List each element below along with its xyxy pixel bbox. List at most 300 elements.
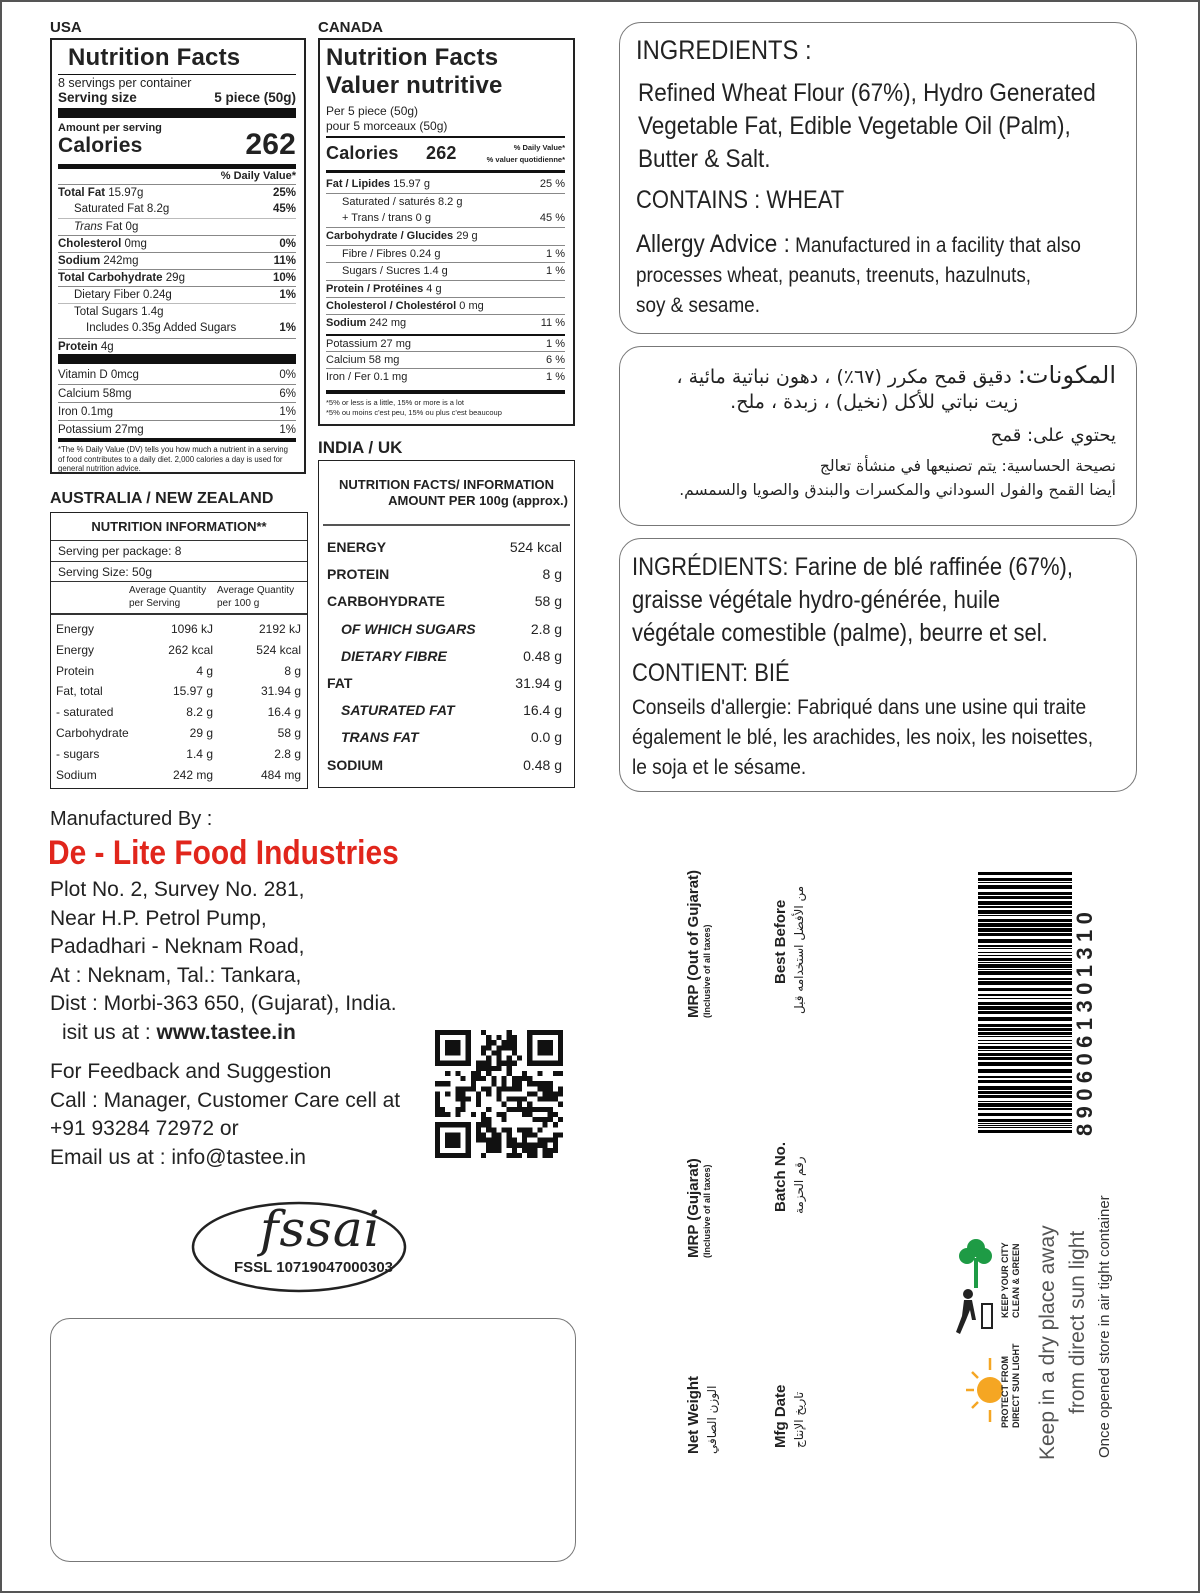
canada-row [326, 245, 565, 262]
ingredients-ar-box [619, 346, 1137, 526]
usa-row-dv: 10% [272, 272, 296, 284]
usa-row-name: Total Fat [58, 187, 106, 199]
usa-row-label [58, 270, 185, 286]
usa-row-dv: 1% [279, 289, 296, 301]
australia-row [51, 723, 307, 743]
india-row-label: CARBOHYDRATE [327, 593, 445, 610]
ingredients-en-allergy [636, 229, 1081, 321]
ingredients-ar-line-2: زيت نباتي للأكل (نخيل) ، زبدة ، ملح. [730, 391, 1018, 413]
barcode-bar [978, 1002, 1072, 1005]
usa-row-name: Sodium [58, 255, 101, 267]
barcode-bar [978, 978, 1072, 980]
australia-row-label: Energy [56, 642, 95, 657]
usa-footnote: *The % Daily Value (DV) tells you how much a nutrient in a serving of food contributes to a daily diet. 2,000 calories a day is used for general nutrition advice. [58, 445, 288, 473]
australia-row-per100: 2192 kJ [258, 622, 301, 636]
usa-vitamin-label: Iron 0.1mg [58, 406, 113, 418]
usa-row-dv: 1% [279, 322, 296, 334]
canada-row-name: + Trans / trans 0 g [342, 212, 431, 224]
barcode-bar [978, 969, 1072, 970]
canada-row [326, 227, 565, 244]
canada-row-label [326, 194, 462, 210]
net-weight-label: Net Weight [685, 1375, 702, 1454]
india-row [327, 539, 562, 555]
barcode-bar [978, 915, 1072, 916]
canada-row-label [326, 263, 448, 279]
usa-row-name: Includes 0.35g Added Sugars [86, 322, 237, 334]
canada-row [326, 368, 565, 385]
barcode-bar [978, 948, 1072, 949]
india-title-2: AMOUNT PER 100g (approx.) [388, 493, 568, 508]
mrp-gujarat-sub: (Inclusive of all taxes) [702, 1164, 712, 1258]
canada-row [326, 280, 565, 297]
ingredients-ar-line-1-text: دقيق قمح مكرر (٦٧٪) ، دهون نباتية مائية ، [676, 366, 1012, 388]
feedback-block [50, 1058, 400, 1172]
storage-line-2: from direct sun light [1066, 1230, 1089, 1414]
mrp-gujarat-label: MRP (Gujarat) [685, 1158, 702, 1258]
canada-row-dv: 1 % [546, 371, 565, 383]
australia-row-serving: 29 g [189, 726, 213, 740]
usa-row-amount: 4g [100, 341, 114, 353]
ingredients-en-line-3: Butter & Salt. [638, 145, 771, 173]
ingredients-fr-box [619, 538, 1137, 792]
visit-label: isit us at : [62, 1020, 151, 1044]
barcode-bar [978, 994, 1072, 996]
barcode-bar [978, 1011, 1072, 1014]
usa-row-name: Protein [58, 341, 98, 353]
ingredients-fr-contains: CONTIENT: BIÉ [632, 659, 790, 687]
canada-row-dv: 1 % [546, 248, 565, 260]
barcode-bar [978, 901, 1072, 905]
usa-row-label [58, 201, 169, 218]
ingredients-fr-line-3: végétale comestible (palme), beurre et sel. [632, 619, 1048, 647]
feedback-line-2: Call : Manager, Customer Care cell at [50, 1088, 401, 1112]
canada-row-amount: 29 g [456, 230, 478, 242]
canada-row-dv: 1 % [546, 265, 565, 277]
usa-vitamin-label: Potassium 27mg [58, 424, 144, 436]
usa-row-label [58, 253, 139, 269]
allergy-advice-label: Allergy Advice : [636, 230, 790, 258]
barcode-bar [978, 1130, 1072, 1133]
canada-per-en: Per 5 piece (50g) [326, 104, 419, 118]
barcode-bar [978, 971, 1072, 975]
canada-row-label [326, 315, 406, 331]
usa-nutrition-facts [50, 38, 306, 474]
usa-vitamin-row [58, 366, 296, 384]
canada-row-dv: 11 % [540, 317, 565, 329]
canada-calories-value: 262 [426, 143, 457, 163]
usa-vitamin-row [58, 402, 296, 420]
usa-row [58, 303, 296, 320]
usa-row [58, 184, 296, 201]
india-row-value: 0.0 g [530, 729, 562, 746]
canada-region-label: CANADA [318, 19, 383, 36]
india-row-value: 31.94 g [515, 675, 562, 691]
address-line-2: Near H.P. Petrol Pump, [50, 906, 267, 930]
barcode-bar [978, 1043, 1072, 1044]
australia-row-label: Carbohydrate [56, 726, 129, 740]
usa-row-amount: 0mg [124, 238, 147, 250]
canada-row-name: Potassium 27 mg [326, 338, 411, 350]
barcode-bar [978, 928, 1072, 932]
address-line-3: Padadhari - Neknam Road, [50, 935, 305, 958]
usa-row [58, 201, 296, 218]
canada-title-en: Nutrition Facts [326, 44, 499, 71]
canada-row-label [326, 176, 430, 193]
mrp-out-of-gujarat [685, 870, 712, 1018]
canada-row-label [326, 336, 411, 351]
mfg-date [772, 1385, 789, 1448]
canada-row-name: Saturated / saturés 8.2 g [342, 196, 463, 208]
barcode-bar [978, 1040, 1072, 1041]
india-title-1: NUTRITION FACTS/ INFORMATION [339, 477, 554, 492]
canada-row-name: Fat / Lipides [326, 178, 391, 190]
canada-dv-fr: % valuer quotidienne* [486, 155, 565, 164]
ingredients-ar-allergy-2: أيضا القمح والفول السوداني والمكسرات والبندق والصويا والسمسم. [679, 481, 1116, 499]
canada-foot-fr: *5% ou moins c'est peu, 15% ou plus c'est beaucoup [326, 408, 502, 417]
usa-serving-size-label: Serving size [58, 90, 137, 105]
australia-row-serving: 4 g [196, 663, 213, 678]
canada-row-dv: 1 % [546, 338, 565, 350]
usa-vitamin-dv: 0% [279, 369, 296, 381]
manufacturer-address [50, 876, 397, 1047]
usa-row-label [58, 304, 164, 320]
india-row-value: 0.48 g [523, 756, 562, 773]
ingredients-ar-contains: يحتوي على: قمح [990, 425, 1116, 446]
australia-row [51, 702, 307, 722]
australia-nutrition-info [50, 512, 308, 789]
website-link[interactable]: www.tastee.in [156, 1020, 296, 1044]
barcode-bar [978, 1050, 1072, 1051]
ingredients-fr-allergy-1: Conseils d'allergie: Fabriqué dans une usine qui traite [632, 696, 1087, 719]
usa-calories-value: 262 [245, 128, 296, 161]
usa-row-amount: Fat 0g [105, 221, 139, 233]
australia-row [51, 765, 307, 785]
usa-title: Nutrition Facts [68, 44, 241, 71]
india-row-label: TRANS FAT [341, 729, 419, 746]
usa-row-dv: 11% [273, 255, 296, 267]
address-line-1: Plot No. 2, Survey No. 281, [50, 878, 305, 901]
barcode-bar [978, 885, 1072, 889]
ingredients-ar-label: المكونات: [1017, 361, 1116, 389]
canada-row-name: Iron / Fer 0.1 mg [326, 371, 408, 383]
australia-row-per100: 58 g [277, 726, 301, 740]
ingredients-ar-allergy-1: نصيحة الحساسية: يتم تصنيعها في منشأة تعالج [819, 457, 1116, 475]
india-row-value: 2.8 g [530, 620, 562, 637]
canada-row [326, 297, 565, 314]
india-row-value: 0.48 g [523, 647, 562, 664]
keep-city-line-1: KEEP YOUR CITY [1000, 1242, 1010, 1318]
ingredients-fr-heading: INGRÉDIENTS: [632, 553, 789, 581]
india-row-value: 8 g [542, 566, 562, 583]
ingredients-fr-text [632, 551, 1073, 650]
australia-row-label: Protein [56, 663, 95, 678]
keep-city-text [1000, 1242, 1022, 1318]
allergy-advice-line-2: processes wheat, peanuts, treenuts, hazulnuts, [636, 264, 1032, 287]
australia-region-label: AUSTRALIA / NEW ZEALAND [50, 490, 274, 507]
india-row-value: 524 kcal [509, 539, 562, 555]
barcode-bar [978, 964, 1072, 968]
india-region-label: INDIA / UK [318, 438, 403, 457]
australia-row-per100: 16.4 g [267, 705, 301, 720]
canada-row-name: Cholesterol / Cholestérol [326, 300, 457, 312]
barcode-bar [978, 878, 1072, 881]
batch-no-ar: رقم الحزمة [792, 1156, 806, 1214]
usa-dv-header: % Daily Value* [220, 170, 296, 182]
usa-row [58, 320, 296, 337]
feedback-phone: +91 93284 72972 or [50, 1117, 239, 1140]
allergy-advice-line-3: soy & sesame. [636, 294, 760, 317]
india-row [327, 675, 562, 691]
usa-row-label [58, 236, 147, 252]
barcode-bar [978, 1095, 1072, 1098]
barcode-bar [978, 1103, 1072, 1107]
best-before [772, 900, 789, 984]
india-row [327, 566, 562, 582]
ingredients-en-box [619, 22, 1137, 334]
india-row [327, 621, 562, 637]
canada-row-dv: 6 % [546, 354, 565, 366]
india-row-label: DIETARY FIBRE [341, 647, 447, 664]
ingredients-en-contains: CONTAINS : WHEAT [636, 186, 845, 214]
mfg-date-ar: تاريخ الإنتاج [792, 1391, 806, 1448]
canada-row-label [326, 228, 478, 244]
ingredients-fr-allergy [632, 693, 1093, 783]
fssai-logo-text: fssai [260, 1200, 381, 1258]
india-row-label: FAT [327, 675, 353, 691]
protect-sunlight-text [1000, 1344, 1022, 1429]
address-line-4: At : Neknam, Tal.: Tankara, [50, 963, 302, 987]
barcode-bar [978, 872, 1072, 875]
canada-calories-label: Calories [326, 143, 399, 163]
barcode-bar [978, 933, 1072, 936]
barcode-bar [978, 1113, 1072, 1116]
barcode-bar [978, 981, 1072, 985]
india-row-label: SATURATED FAT [341, 702, 455, 719]
best-before-ar: من الأفضل استخدامه قبل [792, 885, 806, 1014]
canada-row [326, 176, 565, 193]
india-row-label: SODIUM [327, 756, 383, 773]
barcode-bar [978, 882, 1072, 883]
barcode-bar [978, 1017, 1072, 1021]
australia-row-label: Energy [56, 622, 95, 636]
india-row [327, 729, 562, 745]
barcode-bar [978, 945, 1072, 947]
canada-row-label [326, 352, 399, 368]
canada-row-name: Sodium [326, 317, 367, 329]
canada-foot-en: *5% or less is a little, 15% or more is a lot [326, 398, 464, 407]
barcode-bar [978, 962, 1072, 963]
barcode-bar [978, 1108, 1072, 1110]
canada-row [326, 210, 565, 227]
usa-row-name: Dietary Fiber 0.24g [74, 289, 172, 301]
usa-row-name: Total Carbohydrate [58, 272, 163, 284]
india-row-value: 58 g [534, 593, 562, 610]
australia-row [51, 681, 307, 701]
mrp-gujarat [685, 1158, 712, 1258]
batch-no-label: Batch No. [772, 1141, 789, 1212]
australia-row-serving: 1.4 g [186, 746, 213, 761]
protect-line-2: DIRECT SUN LIGHT [1011, 1343, 1021, 1428]
india-row-label: OF WHICH SUGARS [341, 620, 476, 637]
canada-row-label [326, 369, 407, 385]
canada-row [326, 334, 565, 351]
qr-code-icon [435, 1030, 563, 1158]
address-line-5: Dist : Morbi-363 650, (Gujarat), India. [50, 992, 397, 1015]
canada-row-label [326, 298, 484, 314]
barcode-bar [978, 958, 1072, 961]
australia-row-serving: 1096 kJ [170, 622, 213, 636]
canada-row-label [326, 210, 431, 227]
canada-row [326, 193, 565, 210]
india-row [327, 648, 562, 664]
barcode-bar [978, 955, 1072, 956]
storage-line-1: Keep in a dry place away [1036, 1225, 1059, 1460]
barcode-bar [978, 919, 1072, 922]
barcode-bar [978, 906, 1072, 908]
ingredients-en-heading: INGREDIENTS : [636, 35, 812, 65]
usa-calories-label: Calories [58, 134, 143, 157]
usa-row [58, 269, 296, 286]
canada-row-amount: 0 mg [459, 300, 484, 312]
barcode-bar [978, 1101, 1072, 1102]
india-row [327, 593, 562, 609]
india-nutrition-facts [318, 460, 575, 788]
usa-row-dv: 25% [272, 187, 296, 199]
usa-vitamin-dv: 6% [279, 388, 296, 400]
usa-row [58, 218, 296, 235]
usa-row-name: Saturated Fat 8.2g [74, 203, 170, 215]
australia-serving-size: Serving Size: 50g [58, 565, 153, 579]
usa-row-label [58, 185, 143, 201]
australia-row-serving: 8.2 g [186, 705, 213, 720]
barcode-bar [978, 1069, 1072, 1073]
canada-row-name: Carbohydrate / Glucides [326, 230, 454, 242]
protect-line-1: PROTECT FROM [1000, 1356, 1010, 1428]
australia-row [51, 744, 307, 764]
canada-row [326, 351, 565, 368]
barcode-digits: 8906061301310 [1072, 906, 1097, 1136]
barcode-bar [978, 1053, 1072, 1056]
usa-row [58, 338, 296, 355]
barcode-bar [978, 1080, 1072, 1083]
ingredients-fr-line-1: Farine de blé raffinée (67%), [794, 553, 1074, 581]
usa-row-dv: 0% [279, 238, 296, 250]
australia-row [51, 619, 307, 639]
australia-col-100g: Average Quantity per 100 g [217, 585, 295, 609]
barcode-bar [978, 1006, 1072, 1010]
usa-row [58, 235, 296, 252]
usa-row-name: Total Sugars 1.4g [74, 306, 164, 318]
australia-row-serving: 242 mg [172, 767, 213, 782]
canada-row-amount: 15.97 g [393, 178, 430, 190]
barcode-bar [978, 1127, 1072, 1128]
india-row-value: 16.4 g [523, 702, 562, 719]
barcode-bar [978, 1123, 1072, 1124]
fssai-license: FSSL 10719047000303 [234, 1259, 394, 1276]
manufactured-by-label: Manufactured By : [50, 808, 213, 830]
feedback-email: Email us at : info@tastee.in [50, 1145, 306, 1169]
barcode-bar [978, 1125, 1072, 1126]
canada-row-name: Protein / Protéines [326, 283, 424, 295]
usa-row-dv: 45% [272, 203, 296, 215]
usa-servings: 8 servings per container [58, 76, 192, 90]
blank-info-box [50, 1318, 576, 1562]
batch-no [772, 1142, 789, 1212]
ingredients-en-line-1: Refined Wheat Flour (67%), Hydro Generated [638, 79, 1096, 107]
australia-title: NUTRITION INFORMATION** [91, 519, 267, 534]
barcode-bar [978, 1086, 1072, 1090]
australia-col-serving: Average Quantity per Serving [129, 585, 207, 609]
usa-vitamin-row [58, 384, 296, 402]
ingredients-fr-allergy-2: également le blé, les arachides, les noix, les noisettes, [632, 726, 1094, 749]
usa-row-name: Cholesterol [58, 238, 122, 250]
australia-row [51, 661, 307, 681]
net-weight [685, 1376, 702, 1454]
ingredients-ar-line-1 [676, 361, 1116, 389]
canada-row-name: Fibre / Fibres 0.24 g [342, 248, 441, 260]
usa-row [58, 286, 296, 303]
barcode-bar [978, 1046, 1072, 1049]
canada-dv-en: % Daily Value* [513, 143, 565, 152]
usa-row-label [58, 339, 114, 355]
net-weight-ar: الوزن الصافي [705, 1385, 719, 1454]
barcode-bar [978, 1057, 1072, 1060]
usa-vitamin-row [58, 420, 296, 438]
barcode-bar [978, 952, 1072, 953]
barcode-bar [978, 1091, 1072, 1094]
usa-row-name: Trans [74, 221, 103, 233]
canada-row-name: Calcium 58 mg [326, 354, 400, 366]
canada-nutrition-facts [318, 38, 575, 426]
barcode-bar [978, 896, 1072, 899]
canada-row-amount: 4 g [426, 283, 442, 295]
barcode-bar [978, 1032, 1072, 1035]
barcode-bar [978, 939, 1072, 943]
usa-vitamin-label: Calcium 58mg [58, 388, 132, 400]
australia-row-per100: 8 g [284, 663, 301, 678]
allergy-advice-line-1: Manufactured in a facility that also [795, 234, 1081, 257]
usa-row-label [58, 320, 236, 337]
mrp-out-label: MRP (Out of Gujarat) [685, 869, 702, 1018]
barcode-bar [978, 1024, 1072, 1027]
ingredients-fr-allergy-3: le soja et le sésame. [632, 756, 807, 779]
barcode-bar [978, 892, 1072, 895]
usa-vitamin-label: Vitamin D 0mcg [58, 369, 139, 381]
australia-row [51, 640, 307, 660]
usa-region-label: USA [50, 19, 82, 36]
storage-line-3: Once opened store in air tight container [1096, 1195, 1113, 1458]
usa-row-label [58, 287, 172, 303]
canada-row [326, 314, 565, 331]
india-row-label: PROTEIN [327, 566, 390, 583]
mrp-out-sub: (Inclusive of all taxes) [702, 924, 712, 1018]
canada-row-amount: 242 mg [369, 317, 407, 329]
canada-per-fr: pour 5 morceaux (50g) [326, 119, 448, 133]
australia-row-serving: 262 kcal [168, 642, 213, 657]
ingredients-fr-line-2: graisse végétale hydro-générée, huile [632, 586, 1001, 614]
india-row [327, 757, 562, 773]
usa-amount-per-serving: Amount per serving [58, 122, 162, 134]
ingredients-en-line-2: Vegetable Fat, Edible Vegetable Oil (Palm), [638, 112, 1071, 140]
australia-row-per100: 484 mg [260, 767, 301, 782]
ingredients-en-text [638, 77, 1096, 176]
best-before-label: Best Before [772, 899, 789, 984]
canada-title-fr: Valuer nutritive [326, 72, 503, 99]
canada-row-label [326, 281, 442, 297]
australia-row-serving: 15.97 g [172, 684, 213, 699]
australia-row-label: - saturated [56, 705, 114, 720]
australia-row-per100: 524 kcal [256, 642, 301, 657]
